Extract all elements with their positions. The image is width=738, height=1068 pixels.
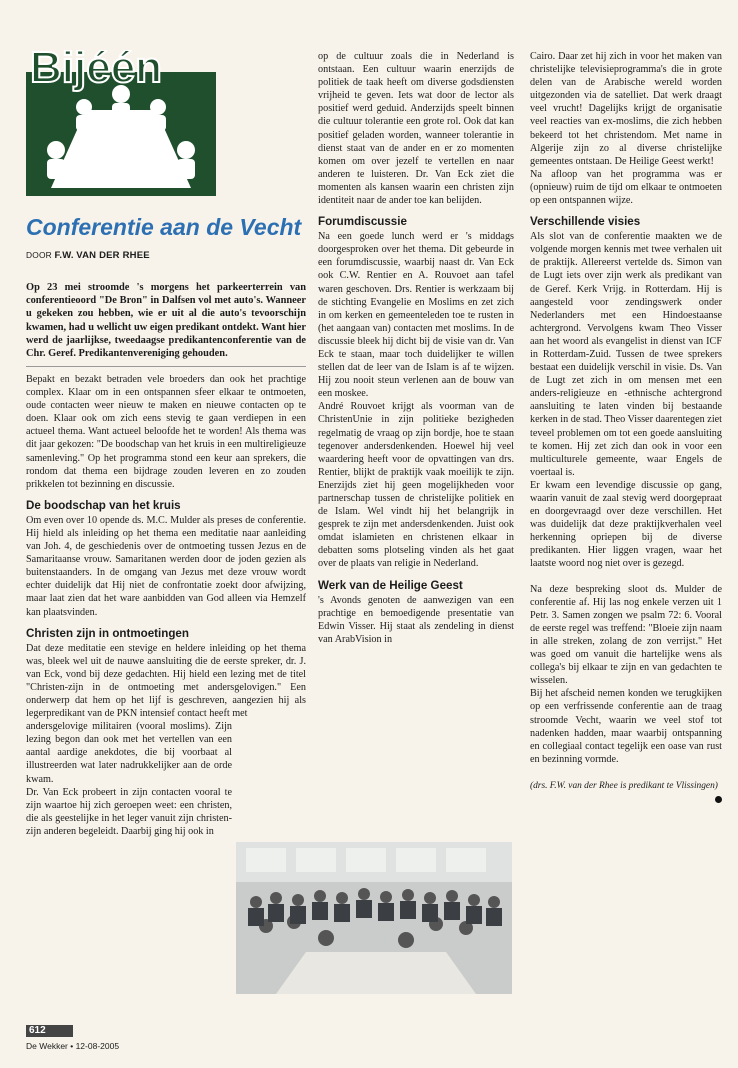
publication-info: De Wekker • 12-08-2005: [26, 1041, 120, 1051]
section-heading: De boodschap van het kruis: [26, 498, 181, 512]
section-heading: Forumdiscussie: [318, 215, 407, 229]
section-paragraph: Dr. Van Eck probeert in zijn contacten vooral te zijn waartoe hij zich geroepen weet: een christen, die als geestelijke in het leger vanuit zijn christen-zijn anderen begeleidt. Daarbij ging hij ook in: [26, 786, 232, 837]
conference-photo: [236, 842, 512, 994]
col3-paragraph: Na afloop van het programma was er (opnieuw) ruim de tijd om elkaar te ontmoeten op een ontspannen wijze.: [530, 168, 722, 207]
section-paragraph: Er kwam een levendige discussie op gang, waarin vanuit de zaal stevig werd doorgepraat en doorgevraagd over deze verschillen. Het was duidelijk dat deze praktijkverhalen veel herkenning opriepen bij de diverse predikanten. Hier liggen vragen, waar het laatste woord nog niet over is gezegd.: [530, 479, 722, 570]
bijeen-logo: [26, 50, 216, 196]
conference-table-icon: [26, 50, 216, 196]
byline-rest: VAN DER RHEE: [76, 250, 150, 261]
byline: [26, 250, 150, 261]
section-paragraph: Na een goede lunch werd er 's middags doorgesproken over het thema. Dit gebeurde in een forumdiscussie, waarbij naast dr. Van Eck ook C.W. Rentier en A. Rouvoet aan tafel waren geschoven. Drs. Rentier is werkzaam bij de stichting Evangelie en Moslims en zet zich in om kerken en gemeenteleden toe te rusten in (het aangaan van) contacten met moslims. In de discussie bleek hij dicht bij de visie van dr. Van Eck te staan, maar toch duidelijker te willen stellen dat de leer van de Islam is af te wijzen. Hij zou nooit steun verlenen aan de bouw van een moskee.: [318, 231, 514, 400]
lead-paragraph: Op 23 mei stroomde 's morgens het parkeerterrein van conferentieoord "De Bron" in Dalfsen vol met auto's. Wanneer u gekeken zou hebben, wie er uit al die auto's tevoorschijn kwamen, had u wellicht uw eigen predikant ontdekt. Want hier werd de jaarlijkse, tweedaagse predikantenconferentie van de Chr. Geref. Predikantenvereniging gehouden.: [26, 282, 306, 360]
page-number: 612: [26, 1025, 73, 1037]
article-title: Conferentie aan de Vecht: [26, 214, 302, 240]
conference-room-illustration: [236, 842, 512, 994]
byline-name: F.W.: [54, 250, 74, 261]
section-paragraph: Na deze bespreking sloot ds. Mulder de conferentie af. Hij las nog enkele verzen uit 1 Petr. 3. Samen zongen we psalm 72: 6. Vooral de eerste regel was treffend: "Bloeie zijn naam in alle streken, zolang de zon verrijst." Het was goed om vanuit die hartelijke wens als collega's bij elkaar te zijn en van gedachten te wisselen.: [530, 583, 722, 687]
section-paragraph: Om even over 10 opende ds. M.C. Mulder als preses de conferentie. Hij hield als inleiding op het thema een meditatie naar aanleiding van Joh. 4, de geschiedenis over de ontmoeting tussen Jezus en de Samaritaanse vrouw. Samaritanen werden door de joden gezien als buitenstaanders. In de omgang van Jezus met deze vrouw wordt echter duidelijk dat Hij niet de confrontatie zoekt door afwijzing, maar laat zien dat het ware aanbidden van God alleen via Hemzelf kan plaatsvinden.: [26, 514, 306, 618]
column-1: [26, 373, 306, 838]
byline-prefix: DOOR: [26, 250, 52, 260]
section-paragraph: André Rouvoet krijgt als voorman van de ChristenUnie in zijn politieke bezigheden regelmatig de vraag op zijn bordje, hoe te staan tegenover andersdenkenden. Hoewel hij veel waardering heeft voor de opvattingen van drs. Rentier, blijkt de praktijk vaak moeilijk te zijn. Enerzijds ziet hij geen mogelijkheden voor partnerschap tussen de christelijke politiek en de Islam. Wel vindt hij het belangrijk in gesprek te zijn met andersdenkenden. Juist ook omdat islamieten en christenen elkaar in debatten soms plotseling vinden als het gaat over de plaats van religie in Nederland.: [318, 401, 514, 570]
col2-intro: op de cultuur zoals die in Nederland is ontstaan. Een cultuur waarin enerzijds de politiek de taak heeft om diverse godsdiensten vrijheid te geven. Iets wat door de lector als positief werd geduid. Anderzijds speelt binnen die cultuur tolerantie een grote rol. Ook dat kan positief geladen worden, wanneer tolerantie in dienst staat van de ander en er zo momenten komen om over jezelf te vertellen en naar anderen te luisteren. Dr. Van Eck ziet die momenten als kansen waarin een christen zijn identiteit naar de ander toe kan belijden.: [318, 51, 514, 207]
section-paragraph: Bij het afscheid nemen konden we terugkijken op een verfrissende conferentie aan de traag stroomde Vecht, waarin we veel stof tot nadenken hadden, maar waarbij ontspanning en collegiaal contact tegelijk een oase van rust en bezinning vormde.: [530, 688, 722, 765]
column-3: [530, 50, 722, 803]
section-paragraph: Als slot van de conferentie maakten we de volgende morgen kennis met twee verhalen uit de praktijk. Allereerst vertelde ds. Simon van de Lugt iets over zijn werk als predikant van de Geref. Kerk Vrijg. in Rotterdam. Hij is aangesteld voor zendingswerk onder Nederlanders met een Hindoestaanse achtergrond. Vervolgens kwam Theo Visser aan het woord als evangelist in dienst van ICF in Rotterdam-Zuid. Tussen de twee sprekers bestaat een duidelijk verschil in visie. Ds. Van de Lugt zet zich in om mensen met een anders-religieuze en -ethnische achtergrond aansluiting te laten vinden bij bestaande kerken in de stad. Theo Visser daarentegen ziet teveel problemen om tot een goede aansluiting te komen. Hij zet zich dan ook in voor een multiculturele gemeente, waar Engels de voertaal is.: [530, 231, 722, 478]
author-credit-text: (drs. F.W. van der Rhee is predikant te Vlissingen): [530, 780, 718, 791]
col3-paragraph: Cairo. Daar zet hij zich in voor het maken van christelijke televisieprogramma's die in grote delen van de Arabische wereld worden uitgezonden via de satelliet. Dat werk draagt veel vrucht! Dagelijks krijgt de organisatie veel reacties van ex-moslims, die zich hebben bekeerd tot het christendom. Met name in Algerije zijn zo al diverse christelijke gemeentes ontstaan. De Heilige Geest werkt!: [530, 51, 722, 167]
section-heading: Werk van de Heilige Geest: [318, 578, 463, 592]
author-credit: [530, 780, 722, 793]
section-paragraph: 's Avonds genoten de aanwezigen van een prachtige en bemoedigende presentatie van Edwin Visser. Hij staat als zendeling in dienst van ArabVision in: [318, 594, 514, 645]
section-paragraph: andersgelovige militairen (vooral moslims). Zijn lezing begon dan ook met het vertellen van een aantal aardige anekdotes, die bij voorbaat al illustreerden wat later nadrukkelijker aan de orde kwam.: [26, 721, 232, 785]
lead-divider: [26, 366, 306, 367]
section-heading: Christen zijn in ontmoetingen: [26, 626, 189, 640]
logo-title: Bijéén: [30, 50, 163, 92]
spacer: [530, 571, 722, 583]
section-paragraph: Dat deze meditatie een stevige en heldere inleiding op het thema was, bleek wel uit de nauwe aansluiting die de eerste spreker, dr. J. van Eck, vond bij deze gedachten. Hij hield een lezing met de titel "Christen-zijn in de ontmoeting met andersgelovigen." Een onderwerp dat hem op het lijf is geschreven, aangezien hij als legerpredikant van de PKN intensief contact heeft met: [26, 642, 306, 720]
end-of-article-icon: [715, 796, 722, 803]
section-heading: Verschillende visies: [530, 215, 641, 229]
intro-paragraph: Bepakt en bezakt betraden vele broeders dan ook het prachtige complex. Klaar om in een ontspannen sfeer elkaar te ontmoeten, oude contacten weer nieuw te maken en nieuwe contacten op te doen. Klaar ook om zich eens stevig te gaan verdiepen in een actueel thema. Want actueel beloofde het te worden! Als thema was dit jaar gekozen: "De boodschap van het kruis in een multireligieuze samenleving." Op het programma stond een keur aan sprekers, die rondom dat thema een bijdrage zouden leveren en zo zouden prikkelen tot bezinning en discussie.: [26, 374, 306, 490]
column-2: [318, 50, 514, 646]
